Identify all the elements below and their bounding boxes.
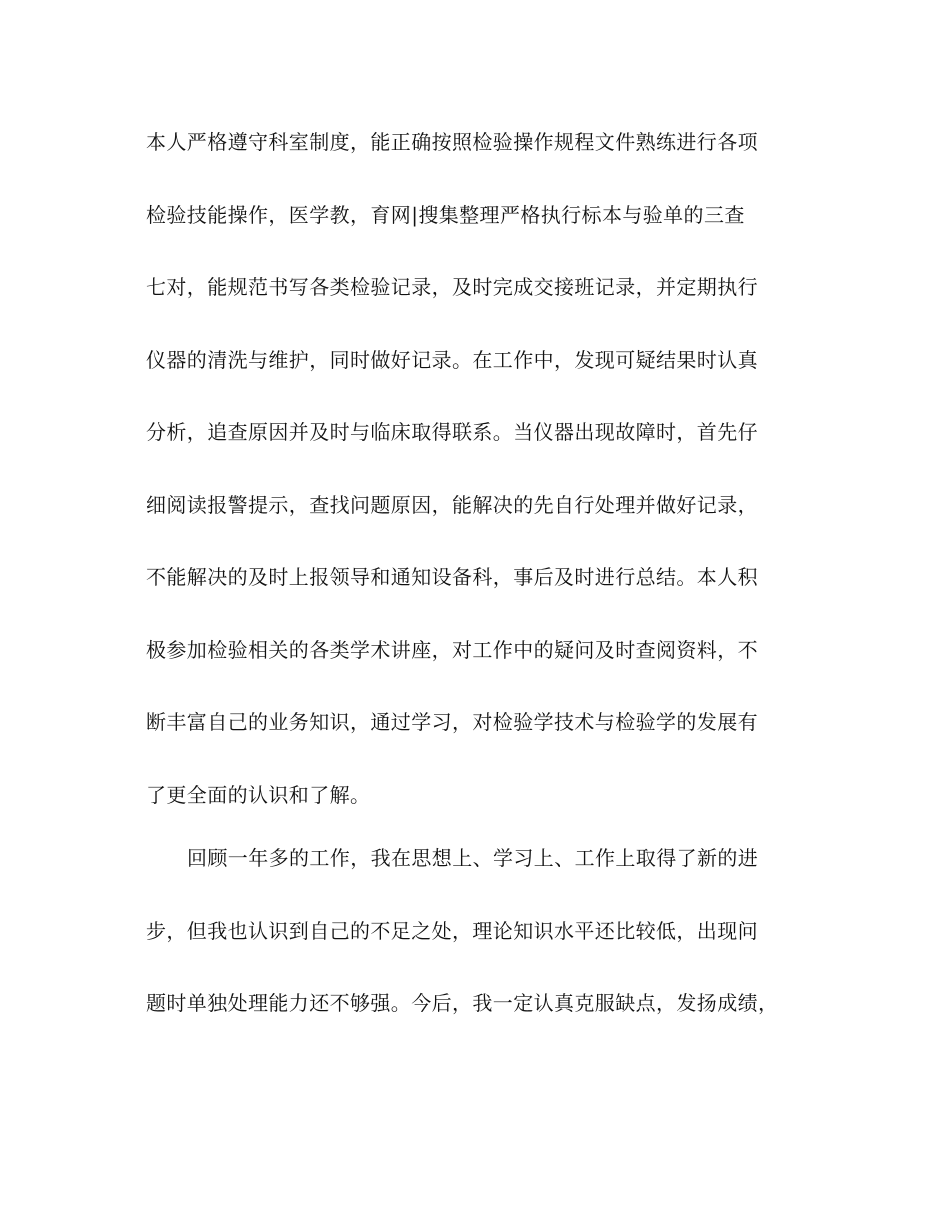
- paragraph-line-12: 步，但我也认识到自己的不足之处，理论知识水平还比较低，出现问: [146, 919, 758, 943]
- paragraph-line-2: 检验技能操作，医学教，育网|搜集整理严格执行标本与验单的三查: [146, 203, 745, 227]
- paragraph-line-9: 断丰富自己的业务知识，通过学习，对检验学技术与检验学的发展有: [146, 710, 758, 734]
- paragraph-line-7: 不能解决的及时上报领导和通知设备科，事后及时进行总结。本人积: [146, 565, 758, 589]
- paragraph-line-8: 极参加检验相关的各类学术讲座，对工作中的疑问及时查阅资料，不: [146, 638, 758, 662]
- paragraph-line-3: 七对，能规范书写各类检验记录，及时完成交接班记录，并定期执行: [146, 275, 758, 299]
- paragraph-line-1: 本人严格遵守科室制度，能正确按照检验操作规程文件熟练进行各项: [146, 130, 758, 154]
- paragraph-line-5: 分析，追查原因并及时与临床取得联系。当仪器出现故障时，首先仔: [146, 420, 758, 444]
- paragraph-line-6: 细阅读报警提示，查找问题原因，能解决的先自行处理并做好记录，: [146, 493, 758, 517]
- paragraph-line-4: 仪器的清洗与维护，同时做好记录。在工作中，发现可疑结果时认真: [146, 348, 758, 372]
- paragraph-line-10: 了更全面的认识和了解。: [146, 783, 371, 807]
- paragraph-line-11: 回顾一年多的工作，我在思想上、学习上、工作上取得了新的进: [187, 846, 759, 870]
- paragraph-line-13: 题时单独处理能力还不够强。今后，我一定认真克服缺点，发扬成绩，: [146, 991, 779, 1015]
